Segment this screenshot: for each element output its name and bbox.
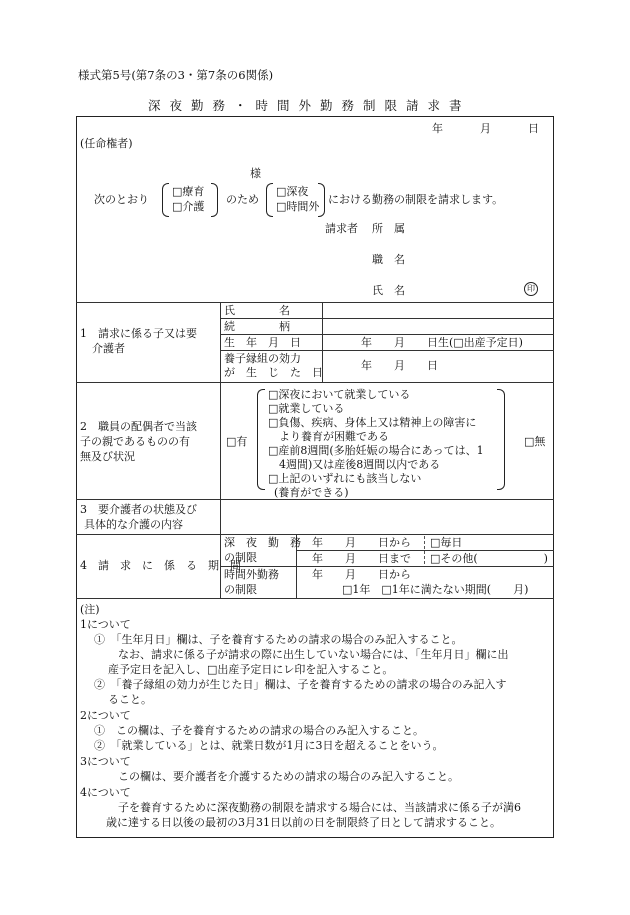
sec1-label-line2: 介護者 bbox=[92, 342, 125, 355]
bracket-left bbox=[162, 183, 169, 217]
note-line: 1について bbox=[80, 618, 131, 631]
name-label: 氏 名 bbox=[372, 284, 405, 297]
bracket-left bbox=[257, 389, 265, 490]
adopt-value: 年 月 日 bbox=[361, 359, 438, 372]
note-line: なお、請求に係る子が請求の際に出生していない場合には、「生年月日」欄に出 bbox=[118, 648, 509, 661]
jikangai-period[interactable]: □1年 □1年に満たない期間( 月) bbox=[342, 583, 529, 596]
divider bbox=[296, 550, 554, 551]
sec2-label-line3: 無及び状況 bbox=[80, 450, 135, 463]
divider bbox=[76, 302, 554, 303]
checkbox-other[interactable]: □その他( ) bbox=[430, 552, 548, 565]
date-month: 月 bbox=[480, 122, 491, 135]
spouse-option[interactable]: □負傷、疾病、身体上又は精神上の障害に bbox=[268, 416, 477, 429]
request-prefix: 次のとおり bbox=[94, 193, 149, 206]
note-line: 3について bbox=[80, 755, 131, 768]
seal-mark: 印 bbox=[524, 282, 538, 296]
notes-heading: (注) bbox=[80, 603, 100, 616]
dashed-divider bbox=[424, 536, 425, 564]
divider bbox=[220, 318, 554, 319]
divider bbox=[76, 598, 554, 599]
dept-label: 所 属 bbox=[372, 222, 405, 235]
divider bbox=[220, 566, 554, 567]
spouse-option-cont: (養育ができる) bbox=[274, 486, 349, 499]
spouse-option[interactable]: □深夜において就業している bbox=[268, 388, 411, 401]
note-line: ① この欄は、子を養育するための請求の場合のみ記入すること。 bbox=[94, 724, 424, 737]
sec3-label-line1: 3 要介護者の状態及び bbox=[80, 503, 197, 516]
form-title: 深夜勤務・時間外勤務制限請求書 bbox=[148, 98, 471, 113]
note-line: 子を養育するために深夜勤務の制限を請求する場合には、当該請求に係る子が満6 bbox=[118, 801, 521, 814]
jikangai-limit-label-line1: 時間外勤務 bbox=[224, 568, 279, 581]
checkbox-kaigo[interactable]: □介護 bbox=[172, 200, 205, 213]
sec3-label-line2: 具体的な介護の内容 bbox=[84, 518, 183, 531]
note-line: ② 「就業している」とは、就業日数が1月に3日を超えることをいう。 bbox=[94, 739, 444, 752]
checkbox-jikangai[interactable]: □時間外 bbox=[276, 200, 320, 213]
spouse-option-cont: 4週間)又は産後8週間以内である bbox=[279, 458, 441, 471]
checkbox-every-day[interactable]: □毎日 bbox=[430, 536, 463, 549]
note-line: 歳に達する日以後の最初の3月31日以前の日を制限終了日として請求すること。 bbox=[106, 816, 501, 829]
appointer-label: (任命権者) bbox=[80, 137, 133, 150]
jikangai-limit-label-line2: の制限 bbox=[224, 583, 257, 596]
shinya-to: 年 月 日まで bbox=[312, 552, 411, 565]
jikangai-from: 年 月 日から bbox=[312, 568, 411, 581]
date-day: 日 bbox=[528, 122, 539, 135]
sec2-label-line2: 子の親であるものの有 bbox=[80, 435, 190, 448]
name-row-label: 氏 名 bbox=[224, 304, 290, 317]
note-line: ること。 bbox=[108, 693, 152, 706]
divider bbox=[76, 534, 554, 535]
checkbox-spouse-yes[interactable]: □有 bbox=[226, 435, 248, 448]
shinya-from: 年 月 日から bbox=[312, 536, 411, 549]
shinya-limit-label-line2: の制限 bbox=[224, 551, 257, 564]
note-line: 産予定日を記入し、□出産予定日にレ印を記入すること。 bbox=[108, 663, 394, 676]
bracket-right bbox=[318, 183, 325, 217]
note-line: ① 「生年月日」欄は、子を養育するための請求の場合のみ記入すること。 bbox=[94, 633, 463, 646]
shinya-limit-label-line1: 深 夜 勤 務 bbox=[224, 536, 301, 549]
post-label: 職 名 bbox=[372, 253, 405, 266]
divider bbox=[220, 350, 554, 351]
requester-label: 請求者 bbox=[325, 222, 358, 235]
divider bbox=[76, 382, 554, 383]
note-line: 2について bbox=[80, 709, 131, 722]
birth-row-label: 生 年 月 日 bbox=[224, 336, 301, 349]
date-year: 年 bbox=[432, 122, 443, 135]
spouse-option[interactable]: □産前8週間(多胎妊娠の場合にあっては、1 bbox=[268, 444, 484, 457]
bracket-right bbox=[497, 389, 505, 490]
honorific-sama: 様 bbox=[250, 167, 261, 180]
checkbox-ryoiku[interactable]: □療育 bbox=[172, 185, 205, 198]
relation-row-label: 続 柄 bbox=[224, 320, 290, 333]
adopt-label-line2: が 生 じ た 日 bbox=[224, 366, 323, 379]
divider bbox=[220, 334, 554, 335]
divider bbox=[76, 499, 554, 500]
checkbox-spouse-no[interactable]: □無 bbox=[524, 435, 546, 448]
note-line: この欄は、要介護者を介護するための請求の場合のみ記入すること。 bbox=[118, 770, 459, 783]
form-number: 様式第5号(第7条の3・第7条の6関係) bbox=[78, 68, 274, 82]
tame-label: のため bbox=[226, 193, 259, 206]
sec1-label-line1: 1 請求に係る子又は要 bbox=[80, 327, 197, 340]
bracket-right bbox=[211, 183, 218, 217]
request-suffix: における勤務の制限を請求します。 bbox=[328, 193, 504, 206]
checkbox-shinya[interactable]: □深夜 bbox=[276, 185, 309, 198]
bracket-left bbox=[266, 183, 273, 217]
divider bbox=[220, 302, 221, 598]
spouse-option[interactable]: □就業している bbox=[268, 402, 345, 415]
spouse-option-cont: より養育が困難である bbox=[279, 430, 389, 443]
adopt-label-line1: 養子縁組の効力 bbox=[224, 352, 301, 365]
note-line: 4について bbox=[80, 786, 131, 799]
birth-value: 年 月 日生(□出産予定日) bbox=[361, 336, 523, 349]
sec4-label: 4 請 求 に 係 る 期 間 bbox=[80, 559, 241, 572]
note-line: ② 「養子縁組の効力が生じた日」欄は、子を養育するための請求の場合のみ記入す bbox=[94, 678, 507, 691]
spouse-option[interactable]: □上記のいずれにも該当しない bbox=[268, 472, 422, 485]
sec2-label-line1: 2 職員の配偶者で当該 bbox=[80, 420, 197, 433]
